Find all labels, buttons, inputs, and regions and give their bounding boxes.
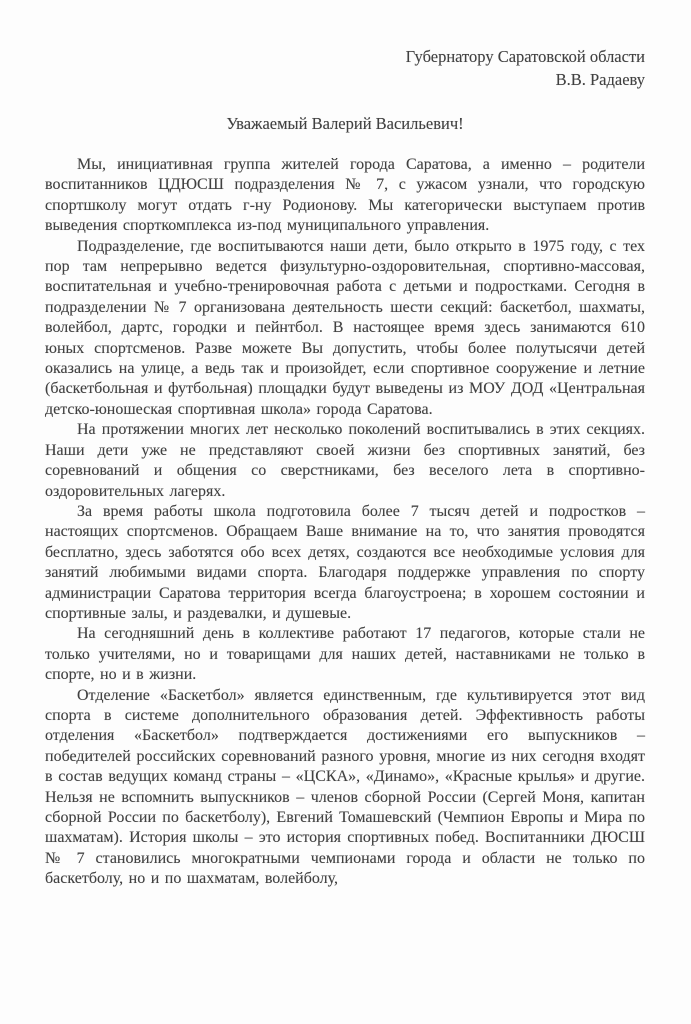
letter-body [45,155,645,890]
salutation: Уважаемый Валерий Васильевич! [226,114,464,133]
letter-paragraph: За время работы школа подготовила более 7 тысяч детей и подростков – настоящих спортсменов. Обращаем Ваше внимание на то, что занятия проводятся бесплатно, здесь заботятся обо всех детях, создаются все необходимые условия для занятий любимыми видами спорта. Благодаря поддержке управления по спорту администрации Саратова территория всегда благоустроена; в хорошем состоянии и спортивные залы, и раздевалки, и душевые. [45,502,645,622]
letter-paragraph: Подразделение, где воспитываются наши дети, было открыто в 1975 году, с тех пор там непрерывно ведется физультурно-оздоровительная, спортивно-массовая, воспитательная и учебно-тренировочная работа с детьми и подростками. Сегодня в подразделении № 7 организована деятельность шести секций: баскетбол, шахматы, волейбол, дартс, городки и пейнтбол. В настоящее время здесь занимаются 610 юных спортсменов. Разве можете Вы допустить, чтобы более полутысячи детей оказались на улице, а ведь так и произойдет, если спортивное сооружение и летние (баскетбольная и футбольная) площадки будут выведены из МОУ ДОД «Центральная детско-юношеская спортивная школа» города Саратова. [45,237,645,418]
letter-paragraph: Отделение «Баскетбол» является единственным, где культивируется этот вид спорта в системе дополнительного образования детей. Эффективность работы отделения «Баскетбол» подтверждается достижениями его выпускников – победителей российских соревнований разного уровня, многие из них сегодня входят в состав ведущих команд страны – «ЦСКА», «Динамо», «Красные крылья» и другие. Нельзя не вспомнить выпускников – членов сборной России (Сергей Моня, капитан сборной России по баскетболу), Евгений Томашевский (Чемпион Европы и Мира по шахматам). История школы – это история спортивных побед. Воспитанники ДЮСШ № 7 становились многократными чемпионами города и области не только по баскетболу, но и по шахматам, волейболу, [45,686,645,888]
letter-paragraph: На сегодняшний день в коллективе работают 17 педагогов, которые стали не только учителями, но и товарищами для наших детей, наставниками не только в спорте, но и в жизни. [45,625,645,684]
recipient-block [45,45,645,91]
recipient-title: Губернатору Саратовской области [405,47,645,66]
letter-paragraph: На протяжении многих лет несколько поколений воспитывались в этих секциях. Наши дети уже не представляют своей жизни без спортивных занятий, без соревнований и общения со сверстниками, без веселого лета в спортивно-оздоровительных лагерях. [45,421,645,500]
recipient-name: В.В. Радаеву [555,70,645,89]
letter-paragraph: Мы, инициативная группа жителей города Саратова, а именно – родители воспитанников ЦДЮСШ подразделения № 7, с ужасом узнали, что городскую спортшколу могут отдать г-ну Родионову. Мы категорически выступаем против выведения спорткомплекса из-под муниципального управления. [45,156,645,235]
